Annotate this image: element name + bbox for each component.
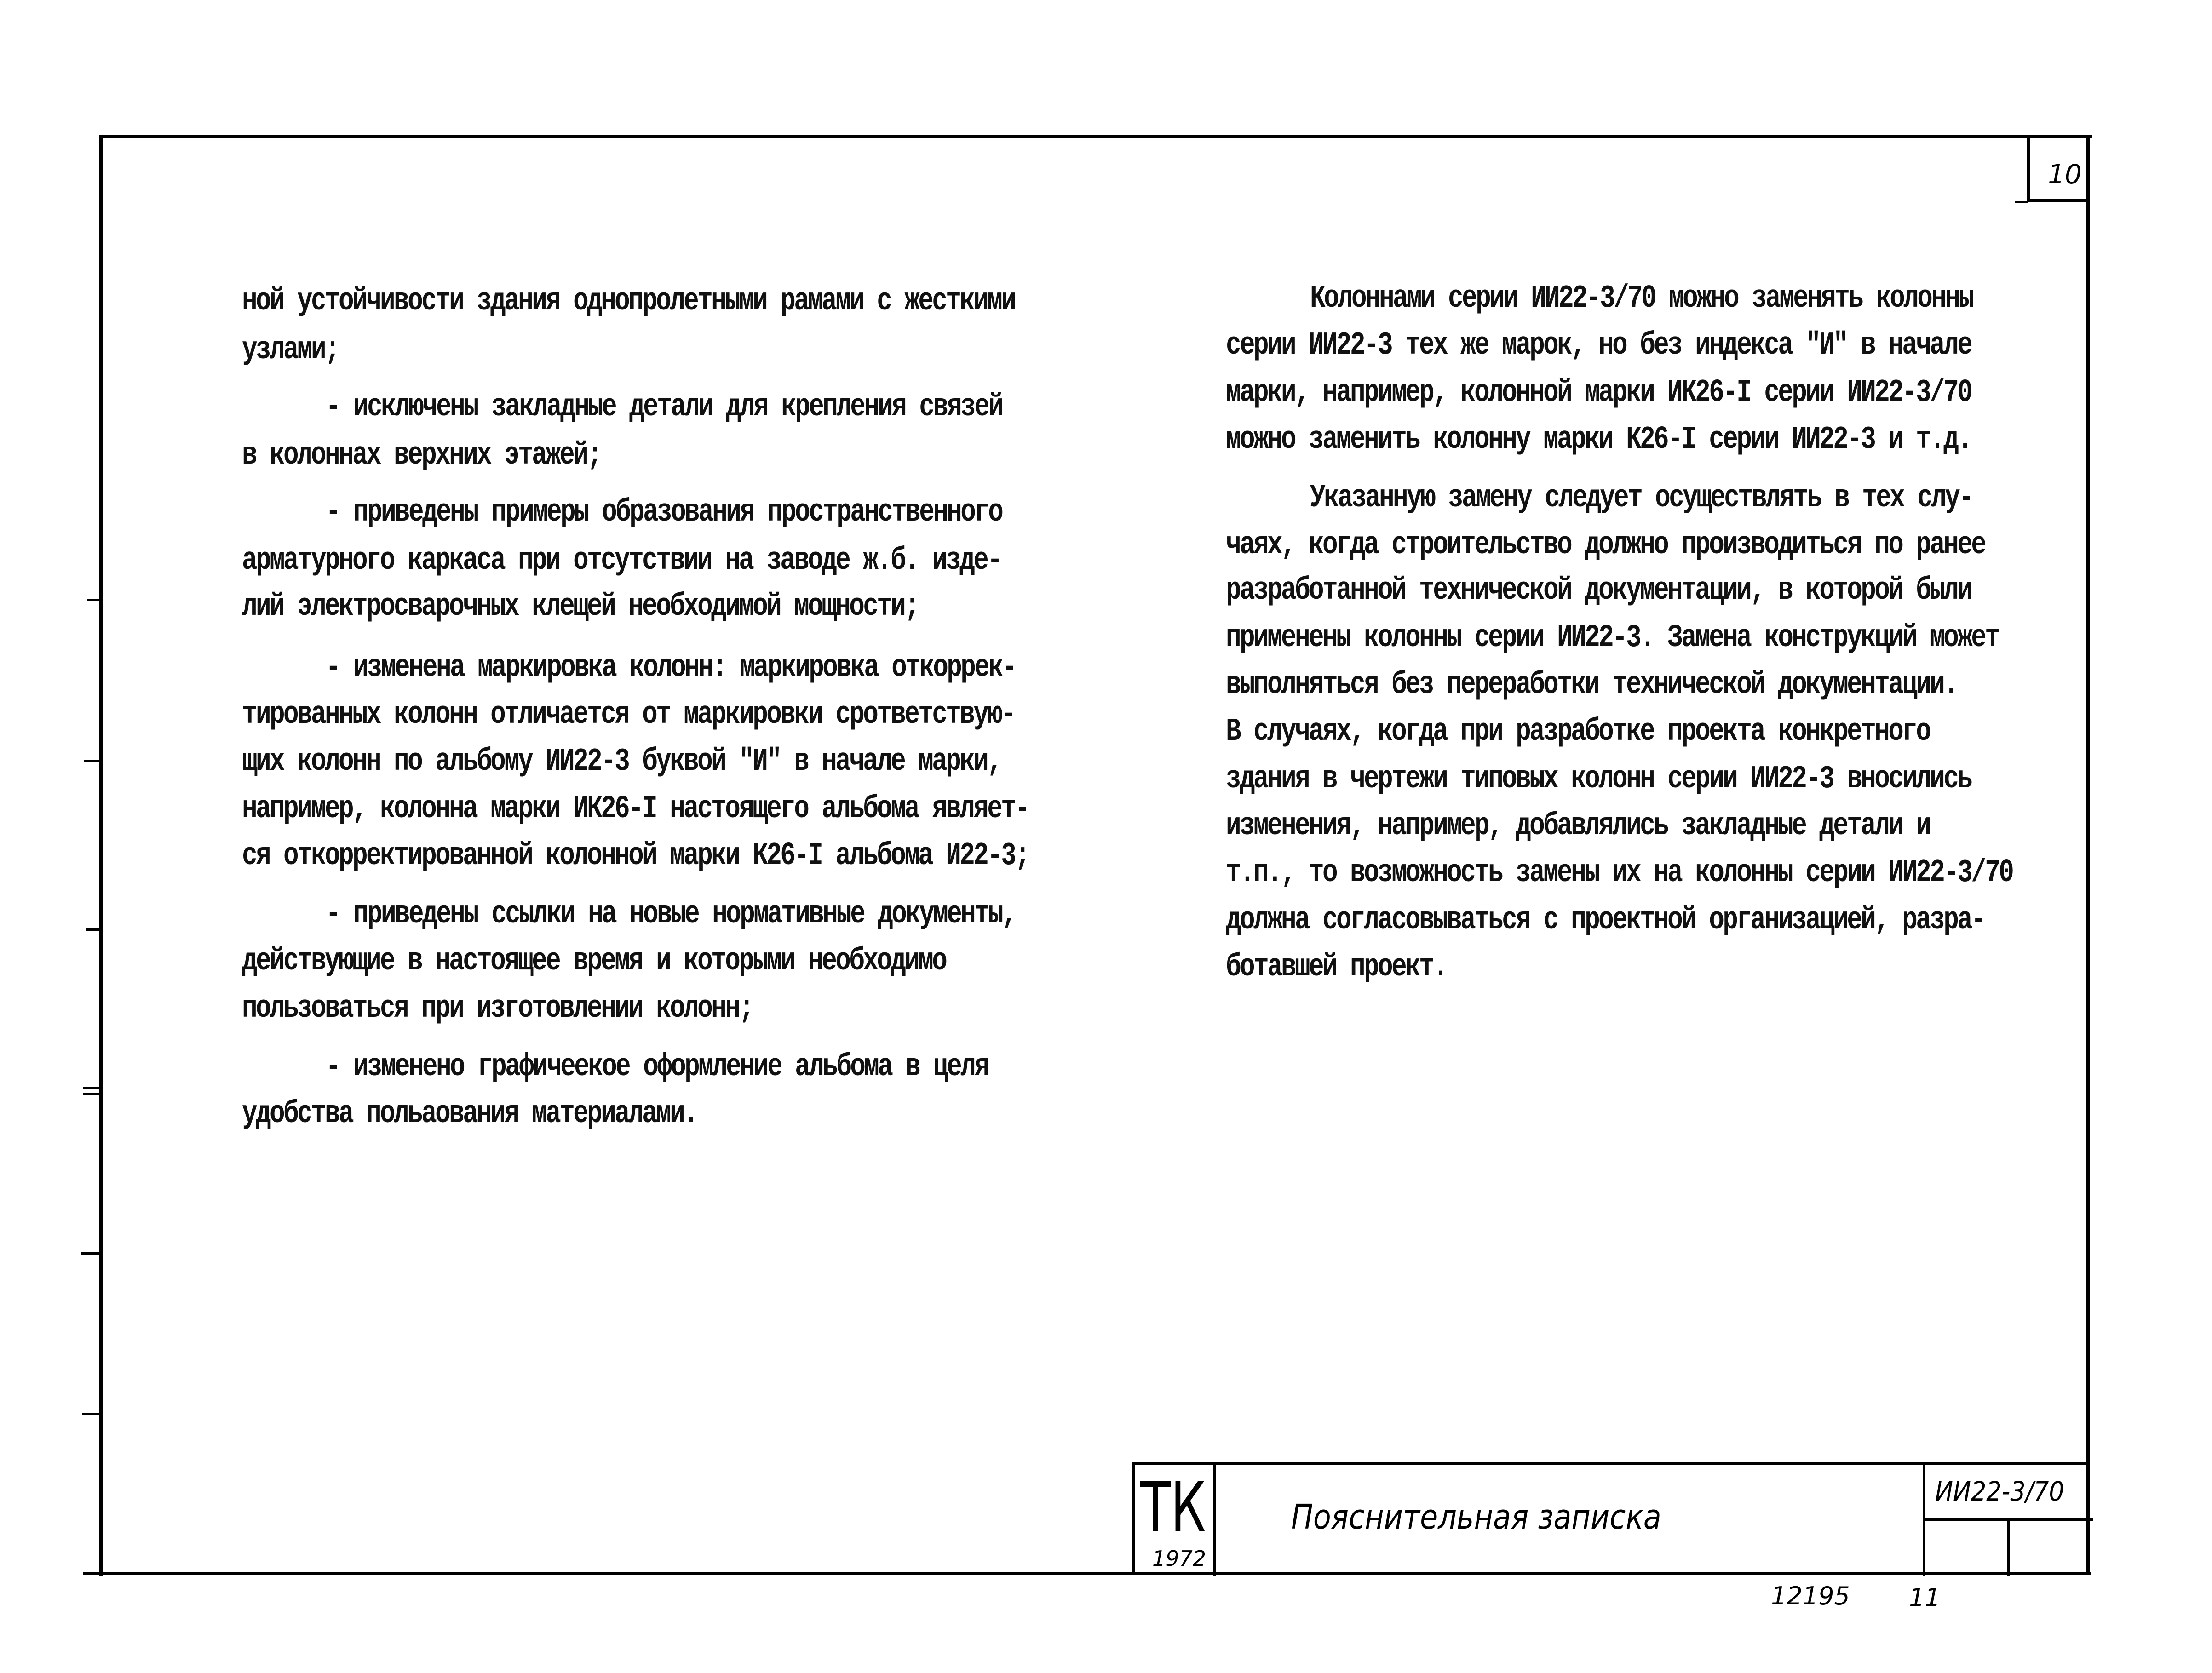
text-line: применены колонны серии ИИ22-3. Замена конструкций может [1226,619,1999,656]
logo-year: 1972 [1152,1546,1207,1571]
margin-tick [83,1087,101,1089]
text-line: ботавшей проект. [1226,948,1447,985]
text-line: разработанной технической документации, в которой были [1226,572,1971,608]
text-line: лий электросварочных клещей необходимой мощности; [242,588,919,625]
title-block-bottom-cell-divider [2007,1518,2010,1576]
text-line: удобства польаования материалами. [242,1095,698,1132]
text-line: - приведены примеры образования пространственного [326,493,1002,530]
series-code: ИИ22-3/70 [1935,1476,2064,1507]
margin-tick [82,1413,101,1415]
text-line: марки, например, колонной марки ИК26-I серии ИИ22-3/70 [1226,374,1971,411]
inventory-number: 12195 [1771,1581,1850,1610]
sheet-number: 10 [2048,159,2082,190]
margin-tick [84,760,101,762]
title-block [1132,1462,2090,1575]
text-line: - приведены ссылки на новые нормативные документы, [326,895,1016,932]
margin-tick [81,1252,101,1255]
text-line: в колоннах верхних этажей; [242,436,601,473]
text-line: можно заменить колонну марки К26-I серии ИИ22-3 и т.д. [1226,421,1971,458]
text-line: - изменено графичеекое оформление альбома в целя [326,1048,988,1085]
frame-top-border [100,135,2092,138]
logo-letters: ТК [1140,1468,1206,1548]
sheet-number-box-extension [2015,201,2028,203]
text-line: чаях, когда строительство должно производиться по ранее [1226,526,1985,563]
text-line: арматурного каркаса при отсутствии на заводе ж.б. изде- [242,542,1001,579]
text-line: щих колонн по альбому ИИ22-3 буквой "И" в начале марки, [242,743,1001,779]
text-line: например, колонна марки ИК26-I настоящего альбома являет- [242,790,1029,827]
document-title: Пояснительная записка [1291,1497,1661,1537]
sheet-count: 11 [1909,1583,1941,1612]
text-line: ной устойчивости здания однопролетными рамами с жесткими [242,282,1015,319]
margin-tick [83,1093,101,1095]
text-line: действующие в настоящее время и которыми необходимо [242,942,946,979]
text-line: - исключены закладные детали для крепления связей [326,388,1002,425]
text-line: пользоваться при изготовлении колонн; [242,990,753,1026]
text-line: здания в чертежи типовых колонн серии ИИ22-3 вносились [1226,760,1971,797]
title-block-logo-divider [1213,1465,1216,1576]
text-line: Колоннами серии ИИ22-3/70 можно заменять колонны [1310,280,1973,316]
text-line: узлами; [242,331,339,368]
text-line: изменения, например, добавлялись закладные детали и [1226,807,1930,844]
frame-right-border [2086,135,2090,1574]
text-line: - изменена маркировка колонн: маркировка откоррек- [326,649,1016,686]
margin-tick [87,599,101,601]
text-line: Указанную замену следует осуществлять в тех слу- [1310,479,1973,516]
text-line: тированных колонн отличается от маркировки срответствую- [242,696,1015,733]
text-line: серии ИИ22-3 тех же марок, но без индекса "И" в начале [1226,327,1971,363]
text-line: т.п., то возможность замены их на колонны серии ИИ22-3/70 [1226,854,2013,891]
margin-tick [86,928,101,931]
text-line: должна согласовываться с проектной организацией, разра- [1226,901,1985,938]
text-line: выполняться без переработки технической документации. [1226,666,1958,703]
frame-left-border [99,135,103,1576]
text-line: В случаях, когда при разработке проекта конкретного [1226,713,1930,750]
text-line: ся откорректированной колонной марки К26-I альбома И22-3; [242,837,1029,874]
